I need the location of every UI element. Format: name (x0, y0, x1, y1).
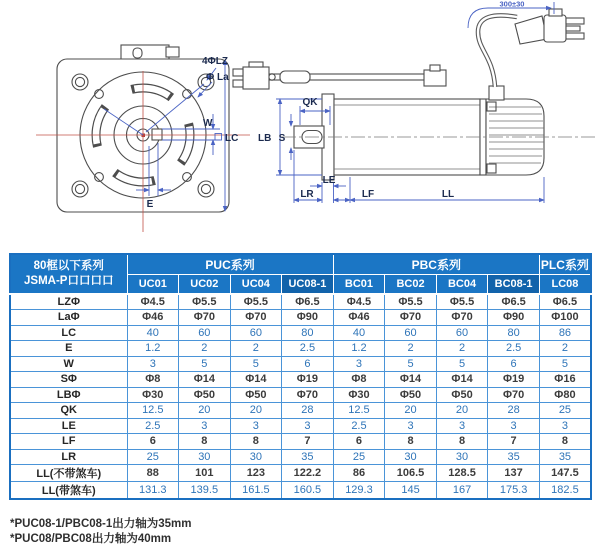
table-cell: 106.5 (385, 465, 437, 482)
table-cell: 2 (539, 341, 591, 357)
table-cell: 86 (333, 465, 385, 482)
table-cell: Φ5.5 (179, 294, 231, 310)
table-cell: 20 (230, 403, 282, 419)
table-cell: Φ14 (436, 372, 488, 388)
footnote-shaft-40: *PUC08/PBC08出力轴为40mm (10, 533, 172, 546)
table-cell: 8 (179, 434, 231, 450)
table-cell: 25 (539, 403, 591, 419)
row-label: QK (10, 403, 127, 419)
table-cell: 30 (179, 449, 231, 465)
row-label: W (10, 356, 127, 372)
label-qk: QK (302, 97, 318, 108)
table-cell: 131.3 (127, 482, 179, 500)
table-row (10, 434, 591, 450)
table-cell: 161.5 (230, 482, 282, 500)
column-header: BC04 (436, 274, 488, 294)
table-cell: 175.3 (488, 482, 540, 500)
connector-latch (249, 62, 263, 67)
label-cable-length: 300±30 (499, 0, 525, 9)
connector-prong-1 (566, 18, 584, 24)
table-cell: 123 (230, 465, 282, 482)
table-cell: 8 (385, 434, 437, 450)
table-cell: 35 (282, 449, 334, 465)
table-cell: 3 (333, 356, 385, 372)
table-cell: Φ6.5 (488, 294, 540, 310)
column-header: UC02 (179, 274, 231, 294)
table-cell: 7 (488, 434, 540, 450)
connector-prong-2 (566, 26, 580, 31)
row-label: SΦ (10, 372, 127, 388)
label-lb: LB (258, 133, 272, 144)
table-cell: 30 (385, 449, 437, 465)
spec-table (9, 253, 592, 500)
table-cell: 2 (436, 341, 488, 357)
table-cell: 12.5 (127, 403, 179, 419)
table-cell: 2.5 (282, 341, 334, 357)
power-block (489, 86, 504, 100)
column-group-header: PBC系列 (333, 254, 539, 274)
table-cell: 28 (488, 403, 540, 419)
table-cell: Φ30 (127, 387, 179, 403)
table-cell: Φ50 (385, 387, 437, 403)
table-cell: 3 (385, 418, 437, 434)
table-cell: 3 (282, 418, 334, 434)
table-cell: 60 (230, 325, 282, 341)
table-cell: 3 (179, 418, 231, 434)
table-cell: 80 (282, 325, 334, 341)
table-cell: 1.2 (127, 341, 179, 357)
table-cell: 28 (282, 403, 334, 419)
table-cell: 182.5 (539, 482, 591, 500)
column-group-header: PUC系列 (127, 254, 333, 274)
label-e: E (146, 199, 154, 210)
table-row (10, 482, 591, 500)
table-row (10, 294, 591, 310)
column-header: UC01 (127, 274, 179, 294)
table-cell: Φ80 (539, 387, 591, 403)
table-cell: 2 (179, 341, 231, 357)
table-cell: Φ19 (282, 372, 334, 388)
row-label: LBΦ (10, 387, 127, 403)
table-cell: 6 (127, 434, 179, 450)
table-cell: 122.2 (282, 465, 334, 482)
power-connector (544, 15, 566, 42)
column-header: BC08-1 (488, 274, 540, 294)
table-cell: 5 (230, 356, 282, 372)
table-cell: 6 (282, 356, 334, 372)
row-label: LL(带煞车) (10, 482, 127, 500)
table-cell: 3 (230, 418, 282, 434)
spec-table-body (10, 294, 591, 499)
table-cell: Φ6.5 (539, 294, 591, 310)
row-label: LZΦ (10, 294, 127, 310)
table-cell: Φ90 (488, 310, 540, 326)
table-cell: 5 (436, 356, 488, 372)
row-label: LL(不带煞车) (10, 465, 127, 482)
table-cell: Φ50 (436, 387, 488, 403)
table-cell: Φ14 (385, 372, 437, 388)
table-cell: 88 (127, 465, 179, 482)
table-cell: Φ90 (282, 310, 334, 326)
table-cell: Φ19 (488, 372, 540, 388)
column-group-header: PLC系列 (539, 254, 591, 274)
connector-boot (515, 16, 547, 44)
spec-table-wrap (9, 253, 592, 500)
table-cell: 1.2 (333, 341, 385, 357)
table-cell: 40 (333, 325, 385, 341)
table-cell: 20 (385, 403, 437, 419)
table-cell: Φ4.5 (127, 294, 179, 310)
table-cell: 3 (539, 418, 591, 434)
table-cell: Φ70 (179, 310, 231, 326)
table-cell: Φ100 (539, 310, 591, 326)
front-view (36, 45, 250, 232)
table-cell: 25 (333, 449, 385, 465)
terminal-box (121, 45, 169, 60)
row-label: E (10, 341, 127, 357)
spec-table-head (10, 254, 591, 294)
table-cell: 8 (230, 434, 282, 450)
table-cell: 25 (127, 449, 179, 465)
footnote-shaft-35: *PUC08-1/PBC08-1出力轴为35mm (10, 518, 192, 530)
column-header: BC01 (333, 274, 385, 294)
table-cell: Φ70 (436, 310, 488, 326)
table-row (10, 387, 591, 403)
terminal-box-tab (166, 47, 179, 57)
label-le: LE (322, 175, 336, 186)
table-cell: 2 (230, 341, 282, 357)
table-cell: 6 (488, 356, 540, 372)
table-cell: 2 (385, 341, 437, 357)
table-cell: Φ70 (385, 310, 437, 326)
table-row (10, 449, 591, 465)
table-cell: 5 (179, 356, 231, 372)
table-cell: Φ16 (539, 372, 591, 388)
row-label: LF (10, 434, 127, 450)
table-cell: 7 (282, 434, 334, 450)
table-cell: 86 (539, 325, 591, 341)
label-4lz: 4ΦLZ (202, 56, 228, 67)
table-cell: 101 (179, 465, 231, 482)
side-view (233, 0, 597, 203)
table-cell: 80 (488, 325, 540, 341)
keyway (152, 129, 162, 140)
table-cell: Φ5.5 (436, 294, 488, 310)
table-row (10, 356, 591, 372)
label-lf: LF (361, 189, 375, 200)
table-cell: Φ50 (179, 387, 231, 403)
table-cell: Φ70 (488, 387, 540, 403)
cable-ferrule (280, 71, 310, 83)
row-label: LaΦ (10, 310, 127, 326)
table-row (10, 372, 591, 388)
table-cell: Φ46 (333, 310, 385, 326)
table-cell: Φ70 (230, 310, 282, 326)
column-header: UC08-1 (282, 274, 334, 294)
footnotes (10, 517, 192, 547)
table-cell: Φ14 (230, 372, 282, 388)
table-cell: Φ8 (127, 372, 179, 388)
row-label: LR (10, 449, 127, 465)
header-row-series (10, 254, 591, 274)
connector-pin-top (233, 69, 243, 76)
label-lr: LR (300, 189, 314, 200)
column-header: LC08 (539, 274, 591, 294)
corner-header-line-0: 80框以下系列 (33, 260, 104, 273)
table-cell: 35 (539, 449, 591, 465)
table-cell: Φ70 (282, 387, 334, 403)
table-cell: 8 (436, 434, 488, 450)
table-cell: 167 (436, 482, 488, 500)
table-cell: 6 (333, 434, 385, 450)
table-cell: 30 (436, 449, 488, 465)
encoder-block-cap (430, 65, 440, 71)
table-cell: 3 (436, 418, 488, 434)
table-cell: 5 (385, 356, 437, 372)
encoder-connector (243, 67, 269, 89)
table-cell: 60 (179, 325, 231, 341)
table-row (10, 403, 591, 419)
table-cell: 3 (127, 356, 179, 372)
table-cell: 60 (436, 325, 488, 341)
connector-pin-bottom (233, 80, 243, 87)
table-cell: 128.5 (436, 465, 488, 482)
table-cell: Φ30 (333, 387, 385, 403)
table-cell: Φ6.5 (282, 294, 334, 310)
table-cell: 30 (230, 449, 282, 465)
table-cell: 20 (436, 403, 488, 419)
row-label: LE (10, 418, 127, 434)
encoder-block (424, 70, 446, 86)
corner-header-line-1: JSMA-P口口口口 (24, 275, 114, 287)
table-row (10, 325, 591, 341)
table-cell: 40 (127, 325, 179, 341)
table-cell: 139.5 (179, 482, 231, 500)
table-cell: 5 (539, 356, 591, 372)
column-header: BC02 (385, 274, 437, 294)
table-cell: 20 (179, 403, 231, 419)
table-row (10, 341, 591, 357)
table-row (10, 418, 591, 434)
table-cell: 129.3 (333, 482, 385, 500)
label-ll: LL (441, 189, 455, 200)
table-cell: 60 (385, 325, 437, 341)
row-label: LC (10, 325, 127, 341)
table-cell: 2.5 (333, 418, 385, 434)
table-row (10, 310, 591, 326)
table-cell: 160.5 (282, 482, 334, 500)
corner-header (10, 254, 127, 294)
table-cell: Φ50 (230, 387, 282, 403)
table-cell: 12.5 (333, 403, 385, 419)
table-cell: Φ8 (333, 372, 385, 388)
label-w: W (203, 118, 213, 129)
table-cell: 35 (488, 449, 540, 465)
label-lc: LC (225, 133, 239, 144)
label-la: Φ La (206, 72, 229, 83)
power-connector-latch (549, 9, 562, 16)
table-cell: Φ5.5 (385, 294, 437, 310)
connector-prong-3 (566, 33, 584, 39)
power-cable-inner (478, 15, 517, 87)
table-cell: 147.5 (539, 465, 591, 482)
table-cell: 3 (488, 418, 540, 434)
column-header: UC04 (230, 274, 282, 294)
table-cell: Φ4.5 (333, 294, 385, 310)
table-cell: 145 (385, 482, 437, 500)
table-cell: 2.5 (127, 418, 179, 434)
technical-drawing (0, 0, 600, 250)
table-cell: Φ5.5 (230, 294, 282, 310)
table-cell: 137 (488, 465, 540, 482)
table-cell: Φ14 (179, 372, 231, 388)
label-s: S (278, 133, 286, 144)
table-cell: Φ46 (127, 310, 179, 326)
table-cell: 8 (539, 434, 591, 450)
table-cell: 2.5 (488, 341, 540, 357)
table-row (10, 465, 591, 482)
